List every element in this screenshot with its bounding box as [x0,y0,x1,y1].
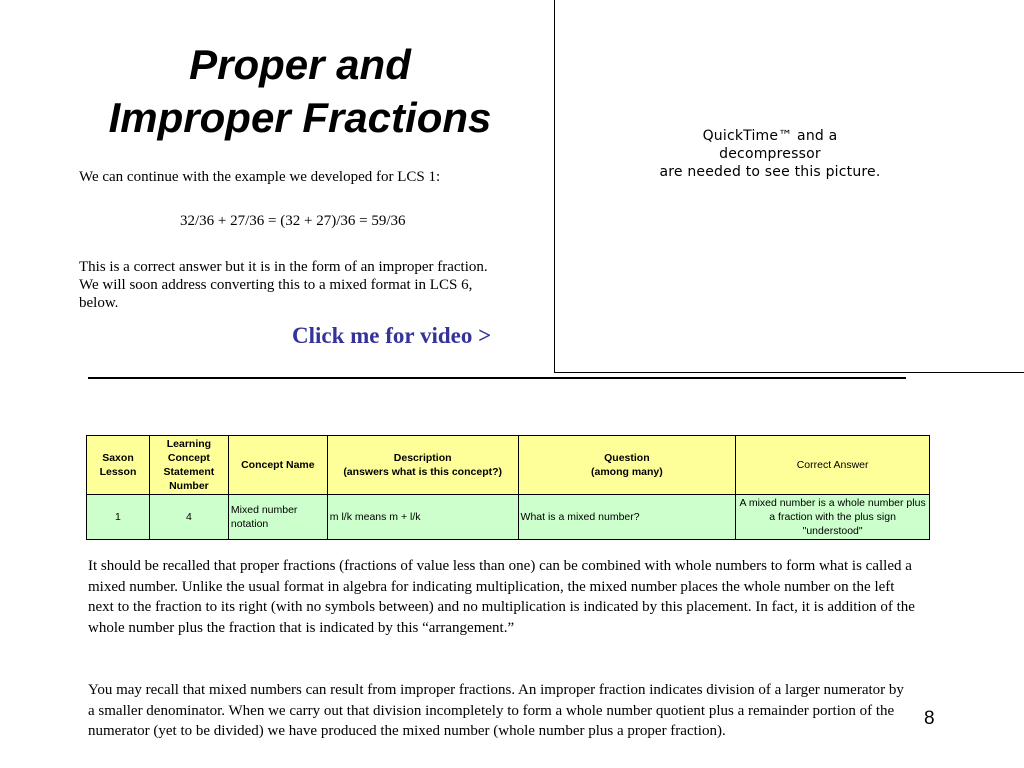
table-header-row [87,436,930,495]
page-number: 8 [924,708,935,729]
video-link[interactable]: Click me for video > [292,323,492,348]
quicktime-line-1: QuickTime™ and a [702,128,838,144]
intro-text: We can continue with the example we developed for LCS 1: [79,169,441,185]
cell-correct-answer: A mixed number is a whole number plus a fraction with the plus sign "understood" [736,495,930,540]
quicktime-placeholder-frame [554,0,1024,373]
divider-line [88,377,906,379]
cell-concept-name: Mixed number notation [228,495,327,540]
quicktime-line-2: decompressor [719,146,821,162]
fraction-equation: 32/36 + 27/36 = (32 + 27)/36 = 59/36 [180,213,406,229]
header-lcs-number: Learning Concept Statement Number [149,436,228,495]
header-description: Description (answers what is this concept?) [327,436,518,495]
quicktime-placeholder-message [600,127,940,181]
cell-lcs-number: 4 [149,495,228,540]
table-row [87,495,930,540]
header-saxon-lesson: Saxon Lesson [87,436,150,495]
header-question: Question (among many) [518,436,736,495]
header-correct-answer: Correct Answer [736,436,930,495]
improper-to-mixed-explanation: You may recall that mixed numbers can result from improper fractions. An improper fraction indicates division of a larger numerator by a smaller denominator. When we carry out that division incompletely to form a whole number quotient plus a remainder portion of the numerator (yet to be divided) we have produced the mixed number (whole number plus a proper fraction). [88,682,904,739]
slide-title [60,38,540,144]
cell-saxon-lesson: 1 [87,495,150,540]
header-concept-name: Concept Name [228,436,327,495]
concept-table [86,435,930,540]
cell-description: m l/k means m + l/k [327,495,518,540]
title-line-2: Improper Fractions [108,94,492,141]
mixed-number-explanation: It should be recalled that proper fractions (fractions of value less than one) can be combined with whole numbers to form what is called a mixed number. Unlike the usual format in algebra for indicating multiplication, the mixed number places the whole number on the left next to the fraction to its right (with no symbols between) and no multiplication is indicated by this placement. In fact, it is addition of the whole number plus the fraction that is indicated by this “arrangement.” [88,558,915,636]
cell-question: What is a mixed number? [518,495,736,540]
quicktime-line-3: are needed to see this picture. [659,164,881,180]
improper-fraction-note: This is a correct answer but it is in the form of an improper fraction. We will soon address converting this to a mixed format in LCS 6, below. [79,259,488,311]
title-line-1: Proper and [189,41,411,88]
